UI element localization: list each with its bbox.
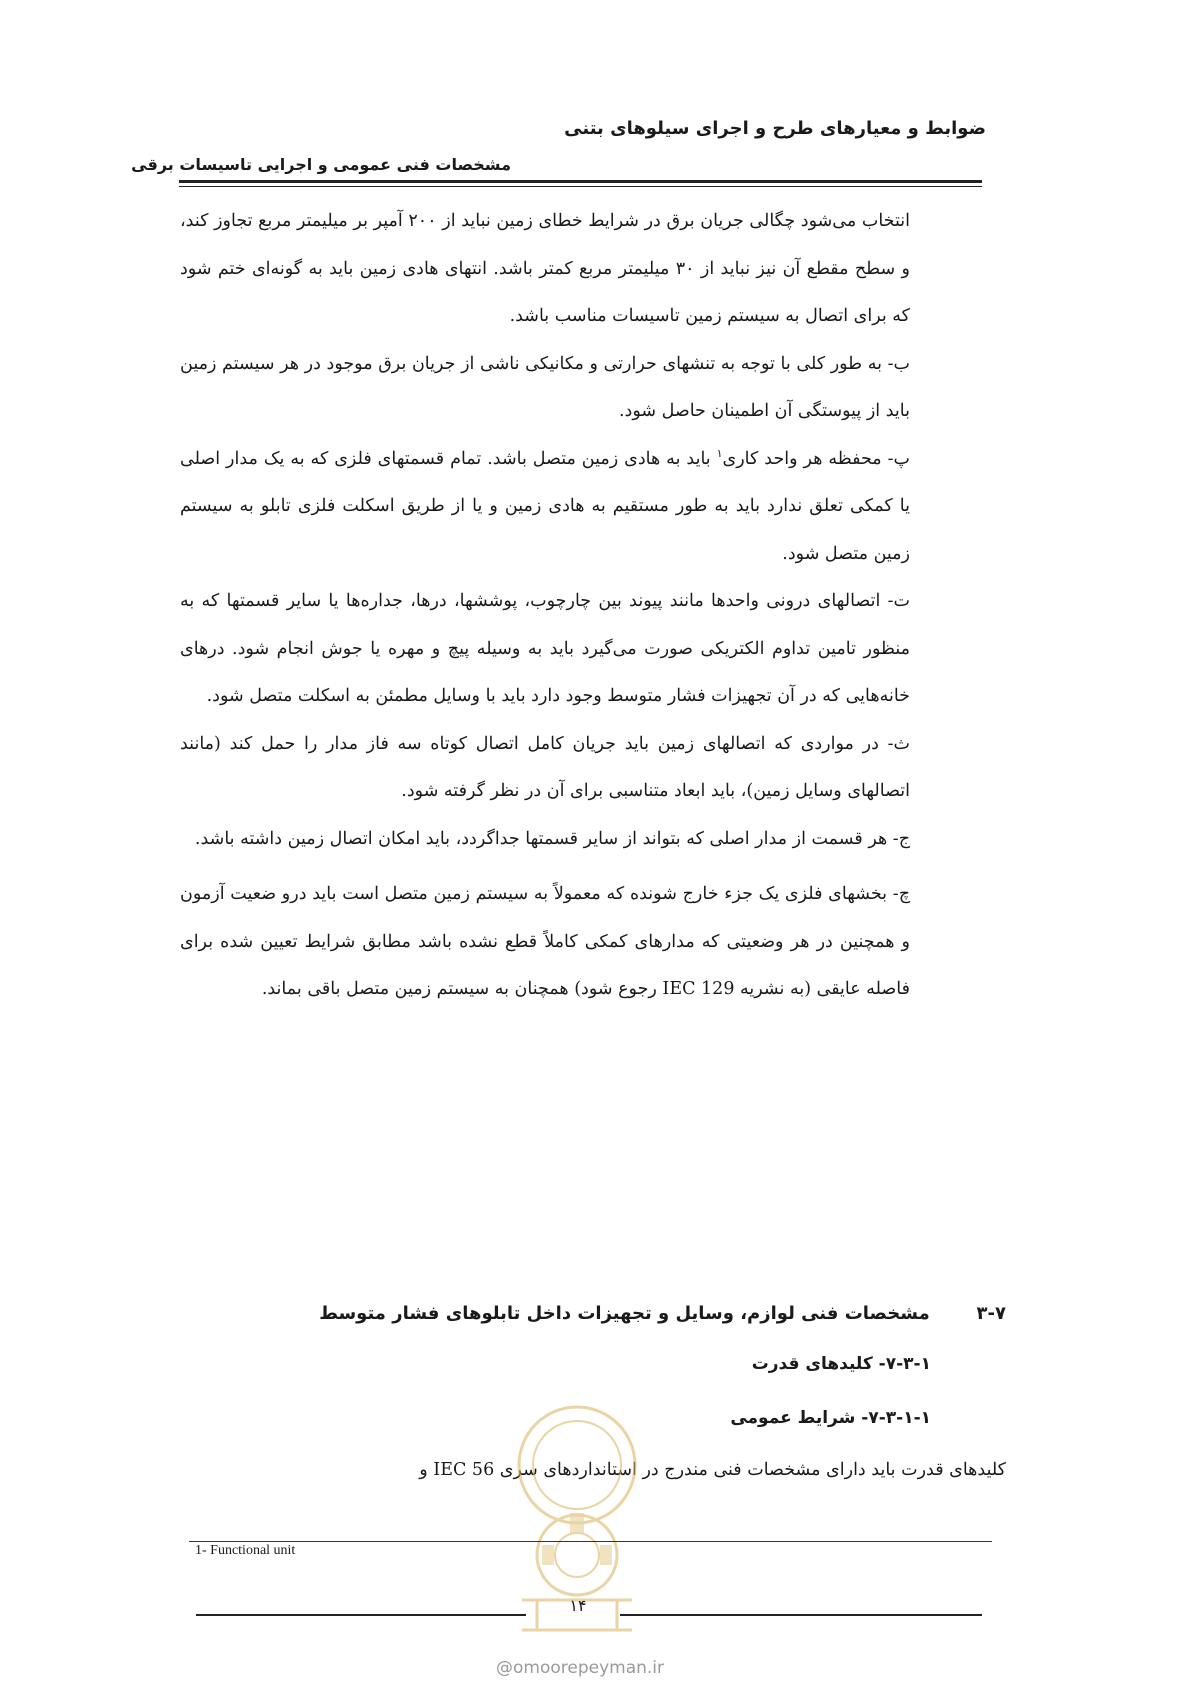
paragraph-be: ب- به طور کلی با توجه به تنشهای حرارتی و مکانیکی ناشی از جریان برق موجود در هر سیستم زمین باید از پیوستگی آن اطمینان حاصل شود. [180,353,910,421]
paragraph-se: ث- در مواردی که اتصالهای زمین باید جریان کامل اتصال کوتاه سه فاز مدار را حمل کند (مانند اتصالهای وسایل زمین)، باید ابعاد متناسبی برای آن در نظر گرفته شود. [180,733,910,801]
footnote: 1- Functional unit [195,1543,296,1558]
header-rule-thin [179,186,982,187]
paragraph-alef: انتخاب می‌شود چگالی جریان برق در شرایط خطای زمین نباید از ۲۰۰ آمپر بر میلیمتر مربع تجاوز کند، و سطح مقطع آن نیز نباید از ۳۰ میلیمتر مربع کمتر باشد. انتهای هادی زمین باید به گونه‌ای ختم شود که برای اتصال به سیستم زمین تاسیسات مناسب باشد. [180,211,910,326]
section-heading [276,1303,1006,1324]
section-body-text: کلیدهای قدرت باید دارای مشخصات فنی مندرج در استانداردهای سری IEC 56 و [419,1460,1006,1480]
footnote-rule [189,1541,992,1542]
header-rule-thick [179,180,982,183]
section-number: ۳-۷ [976,1303,1006,1324]
paragraph-pe-rest: باید به هادی زمین متصل باشد. تمام قسمتهای فلزی که به یک مدار اصلی یا کمکی تعلق ندارد باید به طور مستقیم به هادی زمین و یا از طریق اسکلت فلزی تابلو به سیستم زمین متصل شود. [180,448,910,564]
subsection-heading: ۷-۳-۱- کلیدهای قدرت [751,1354,931,1374]
page-number: ۱۴ [569,1596,587,1615]
section-title: مشخصات فنی عمومی و اجرایی تاسیسات برقی [131,155,511,174]
subsubsection-heading: ۷-۳-۱-۱- شرایط عمومی [730,1408,931,1428]
book-title: ضوابط و معیارهای طرح و اجرای سیلوهای بتنی [564,118,986,139]
paragraph-che: چ- بخشهای فلزی یک جزء خارج شونده که معمولاً به سیستم زمین متصل است باید درو ضعیت آزمون و همچنین در هر وضعیتی که مدارهای کمکی کاملاً قطع نشده باشد مطابق شرایط تعیین شده برای فاصله عایقی (به نشریه IEC 129 رجوع شود) همچنان به سیستم زمین متصل باقی بماند. [180,884,910,999]
watermark-at-icon: @ [496,1658,513,1678]
watermark-url-text: omoorepeyman.ir [513,1658,665,1678]
body-text [180,198,910,1014]
footer-rule-left [196,1614,526,1616]
footnote-marker: ۱ [716,446,723,460]
paragraph-te: ت- اتصالهای درونی واحدها مانند پیوند بین چارچوب، پوششها، درها، جداره‌ها یا سایر قسمتها که به منظور تامین تداوم الکتریکی صورت می‌گیرد باید به وسیله پیچ و مهره یا جوش انجام شود. درهای خانه‌هایی که در آن تجهیزات فشار متوسط وجود دارد باید با وسایل مطمئن به اسکلت متصل شود. [180,591,910,706]
section-heading-text: مشخصات فنی لوازم، وسایل و تجهیزات داخل تابلوهای فشار متوسط [319,1303,930,1324]
paragraph-jim: ج- هر قسمت از مدار اصلی که بتواند از سایر قسمتها جداگردد، باید امکان اتصال زمین داشته باشد. [194,828,910,849]
watermark-url [496,1658,664,1678]
footer-rule-right [620,1614,982,1616]
paragraph-pe [180,436,910,579]
paragraph-pe-start: پ- محفظه هر واحد کاری [722,448,910,469]
